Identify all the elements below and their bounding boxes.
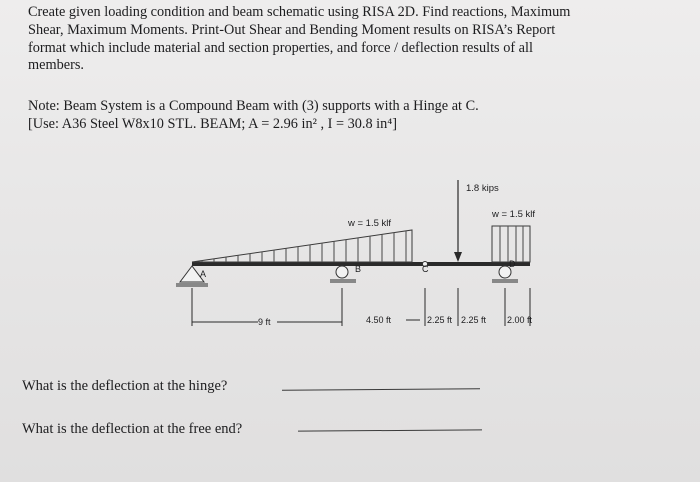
point-load-label: 1.8 kips xyxy=(466,183,499,194)
node-a-label: A xyxy=(200,269,207,279)
dim-c-load-label: 2.25 ft xyxy=(427,315,453,325)
problem-note xyxy=(28,98,479,134)
support-b-roller xyxy=(330,266,356,283)
instruction-line: Shear, Maximum Moments. Print-Out Shear and Bending Moment results on RISA’s Report xyxy=(28,21,556,38)
node-b-label: B xyxy=(355,264,362,274)
dim-load-d-label: 2.25 ft xyxy=(461,315,487,325)
distributed-load-2 xyxy=(492,226,530,262)
distributed-load-2-label: w = 1.5 klf xyxy=(492,209,536,220)
point-load-arrow xyxy=(454,180,462,262)
problem-instructions xyxy=(28,4,570,75)
note-line: Note: Beam System is a Compound Beam with (3) supports with a Hinge at C. xyxy=(28,98,479,114)
note-line: [Use: A36 Steel W8x10 STL. BEAM; A = 2.96 in² , I = 30.8 in⁴] xyxy=(28,115,398,132)
distributed-load-1 xyxy=(192,230,412,262)
dim-ab-label: 9 ft xyxy=(258,317,271,327)
dim-d-end-label: 2.00 ft xyxy=(507,315,533,325)
node-d-label: D xyxy=(509,259,516,269)
answer-line-hinge[interactable] xyxy=(282,388,480,390)
instruction-line: members. xyxy=(28,57,84,74)
instruction-line: Create given loading condition and beam schematic using RISA 2D. Find reactions, Maximum xyxy=(28,4,571,20)
distributed-load-1-label: w = 1.5 klf xyxy=(348,218,392,229)
question-free-end-deflection: What is the deflection at the free end? xyxy=(22,421,243,437)
dim-bc-label: 4.50 ft xyxy=(366,315,392,325)
node-c-label: C xyxy=(422,264,429,274)
answer-line-free-end[interactable] xyxy=(298,429,482,431)
instruction-line: format which include material and section properties, and force / deflection results of all xyxy=(28,39,533,56)
beam-diagram xyxy=(0,170,700,370)
question-hinge-deflection: What is the deflection at the hinge? xyxy=(22,378,228,394)
